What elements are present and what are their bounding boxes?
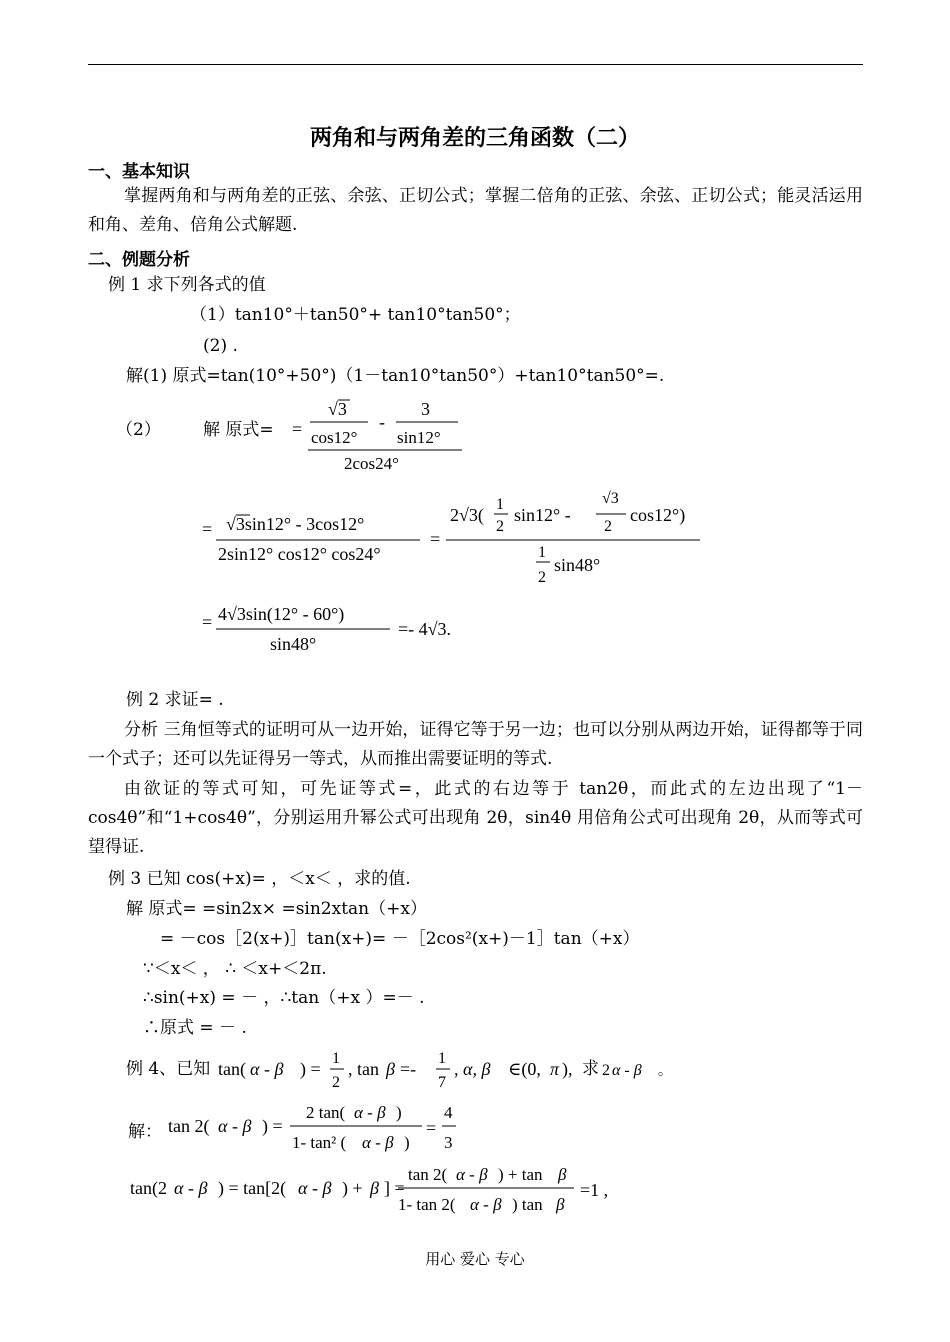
svg-text:cos12°): cos12°): [630, 505, 686, 525]
svg-text:sin48°: sin48°: [554, 555, 601, 575]
svg-text:2: 2: [496, 518, 504, 535]
svg-text:=1 ,: =1 ,: [580, 1180, 609, 1200]
svg-text:α - β: α - β: [298, 1178, 332, 1198]
svg-text:1: 1: [496, 496, 504, 513]
equation-ex1-step2: [198, 485, 708, 595]
example4-ask: 求: [582, 1059, 599, 1079]
equation-ex4-step1: [166, 1098, 466, 1160]
svg-text:α - β: α - β: [470, 1195, 502, 1214]
svg-text:α - β: α - β: [362, 1133, 394, 1152]
svg-text:] =: ] =: [384, 1178, 405, 1198]
svg-text:1: 1: [332, 1050, 340, 1067]
svg-text:): ): [396, 1103, 402, 1122]
svg-text:=-: =-: [400, 1059, 417, 1079]
svg-text:1- tan² (: 1- tan² (: [292, 1133, 347, 1152]
svg-text:α - β: α - β: [218, 1116, 252, 1136]
svg-text:=: =: [202, 519, 213, 539]
svg-text:α - β: α - β: [250, 1059, 284, 1079]
svg-text:2√3(: 2√3(: [450, 505, 484, 525]
svg-text:=: =: [430, 529, 441, 549]
svg-text:α - β: α - β: [456, 1165, 488, 1184]
svg-text:β: β: [370, 1178, 379, 1198]
svg-text:4√3sin(12° - 60°): 4√3sin(12° - 60°): [218, 604, 345, 624]
svg-text:β: β: [558, 1165, 567, 1184]
example3-title: 例 3 已知 cos(+x)= ，＜x＜ ，求的值.: [108, 869, 411, 889]
svg-text:α - β: α - β: [354, 1103, 386, 1122]
equation-ex1-step3: [198, 598, 498, 658]
example1-solution1: 解(1) 原式=tan(10°+50°)（1－tan10°tan50°）+tan10°tan50°=.: [126, 366, 665, 386]
svg-text:√3sin12° - 3cos12°: √3sin12° - 3cos12°: [226, 514, 365, 534]
section-heading-examples: 二、例题分析: [88, 250, 190, 270]
svg-text:tan 2(: tan 2(: [408, 1165, 448, 1184]
example1-solution2-prefix: 解 原式=: [203, 420, 274, 440]
svg-text:) + tan: ) + tan: [498, 1165, 543, 1184]
svg-text:2sin12° cos12° cos24°: 2sin12° cos12° cos24°: [218, 544, 381, 564]
svg-text:1: 1: [538, 544, 546, 561]
svg-text:): ): [404, 1133, 410, 1152]
svg-text:sin48°: sin48°: [270, 634, 317, 654]
svg-text:√3: √3: [602, 490, 619, 507]
example4-prefix: 例 4、已知: [126, 1059, 211, 1079]
example4-solution-label: 解：: [128, 1122, 162, 1142]
example3-line5: ∴原式 = － .: [143, 1018, 247, 1038]
example3-line4: ∴sin(+x) = － ，∴tan（+x ）=－ .: [143, 988, 425, 1008]
svg-text:1- tan 2(: 1- tan 2(: [398, 1195, 456, 1214]
svg-text:=: =: [202, 612, 213, 632]
svg-text:) = tan[2(: ) = tan[2(: [218, 1178, 287, 1198]
svg-text:1: 1: [438, 1050, 446, 1067]
page-footer: 用心 爱心 专心: [425, 1250, 525, 1268]
svg-text:3: 3: [444, 1133, 453, 1152]
svg-text:=- 4√3.: =- 4√3.: [398, 619, 452, 639]
equation-ex4-target: [600, 1055, 680, 1085]
svg-text:=: =: [292, 419, 303, 439]
svg-text:α - β: α - β: [174, 1178, 208, 1198]
example2-title: 例 2 求证= .: [126, 690, 224, 710]
svg-text:tan(2: tan(2: [130, 1178, 167, 1198]
svg-text:=: =: [426, 1118, 437, 1138]
svg-text:π: π: [550, 1059, 560, 1079]
svg-text:7: 7: [438, 1074, 446, 1091]
example3-line3: ∵＜x＜ ， ∴ ＜x+＜2π.: [143, 959, 327, 979]
example1-title: 例 1 求下列各式的值: [108, 275, 266, 295]
basic-knowledge-paragraph: 掌握两角和与两角差的正弦、余弦、正切公式；掌握二倍角的正弦、余弦、正切公式；能灵活运用和角、差角、倍角公式解题.: [88, 186, 863, 235]
svg-text:4: 4: [444, 1103, 453, 1122]
svg-text:∈(0,: ∈(0,: [508, 1059, 541, 1079]
svg-text:2 tan(: 2 tan(: [306, 1103, 346, 1122]
svg-text:2: 2: [602, 1062, 610, 1079]
example2-detail: 由欲证的等式可知，可先证等式=，此式的右边等于 tan2θ，而此式的左边出现了“1－cos4θ”和“1+cos4θ”，分别运用升幂公式可出现角 2θ，sin4θ 用倍角公式可出现角 2θ，从而等式可望得证.: [88, 779, 863, 857]
svg-text:) =: ) =: [300, 1059, 321, 1079]
svg-text:2: 2: [604, 518, 612, 535]
example1-question1: （1）tan10°＋tan50°+ tan10°tan50°；: [190, 305, 521, 325]
svg-text:) tan: ) tan: [512, 1195, 543, 1214]
equation-ex1-step1: [288, 395, 468, 475]
section-heading-basic: 一、基本知识: [88, 162, 190, 182]
example1-question2: (2) .: [203, 336, 238, 356]
svg-text:tan 2(: tan 2(: [168, 1116, 210, 1136]
svg-text:α - β: α - β: [612, 1062, 642, 1079]
svg-text:sin12° -: sin12° -: [514, 505, 571, 525]
svg-text:, α, β: , α, β: [454, 1059, 491, 1079]
svg-text:-: -: [379, 412, 385, 432]
svg-text:2cos24°: 2cos24°: [344, 454, 399, 473]
svg-text:cos12°: cos12°: [311, 428, 358, 447]
svg-text:2: 2: [538, 569, 546, 586]
svg-text:) +: ) +: [342, 1178, 363, 1198]
svg-text:。: 。: [658, 1064, 672, 1079]
svg-text:, tan: , tan: [348, 1059, 379, 1079]
svg-text:β: β: [386, 1059, 395, 1079]
svg-text:3: 3: [421, 399, 430, 419]
svg-text:2: 2: [332, 1074, 340, 1091]
svg-text:√3: √3: [328, 399, 347, 419]
equation-ex4-step2: [128, 1160, 648, 1222]
svg-text:β: β: [556, 1195, 565, 1214]
svg-text:) =: ) =: [262, 1116, 283, 1136]
page-title: 两角和与两角差的三角函数（二）: [309, 126, 640, 151]
example3-line2: = －cos［2(x+)］tan(x+)= －［2cos²(x+)－1］tan（+x）: [160, 929, 640, 949]
header-rule: [88, 64, 863, 65]
example2-analysis: 分析 三角恒等式的证明可从一边开始，证得它等于另一边；也可以分别从两边开始，证得都等于同一个式子；还可以先证得另一等式，从而推出需要证明的等式.: [88, 720, 863, 769]
svg-text:),: ),: [562, 1059, 573, 1079]
example1-solution2-label: （2）: [116, 420, 161, 440]
svg-text:sin12°: sin12°: [397, 428, 441, 447]
example3-line1: 解 原式= =sin2x× =sin2xtan（+x）: [126, 899, 427, 919]
svg-text:tan(: tan(: [218, 1059, 246, 1079]
